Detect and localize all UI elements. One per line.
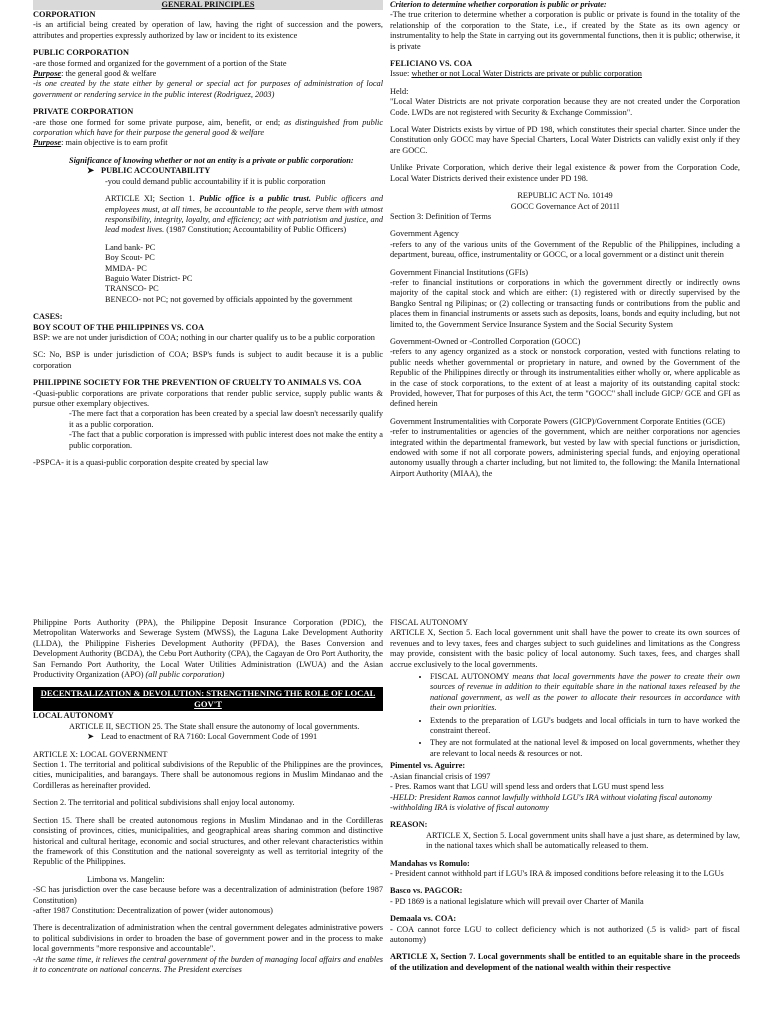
public-accountability-label: PUBLIC ACCOUNTABILITY (101, 166, 211, 176)
feliciano-case-heading: FELICIANO VS. COA (390, 59, 473, 69)
reason-heading: REASON: (390, 820, 428, 830)
article-cite: (1987 Constitution; Accountability of Public Officers) (164, 225, 347, 235)
issue-line (390, 69, 740, 79)
criterion-heading: Criterion to determine whether corporation is public or private: (390, 0, 607, 9)
page-2 (0, 618, 768, 1024)
page-2-left-column (33, 618, 383, 1024)
pimentel-point-2: - Pres. Ramos want that LGU will spend less and orders that LGU must spend less (390, 782, 664, 792)
reason-text: ARTICLE X, Section 5. Local government units shall have a just share, as determined by law, in the national taxes which shall be automatically released to them. (426, 830, 740, 851)
pimentel-case-heading: Pimentel vs. Aguirre: (390, 761, 466, 771)
list-item: TRANSCO- PC (105, 284, 159, 294)
purpose-text: : the general good & welfare (61, 69, 157, 79)
ra-7160-text: Lead to enactment of RA 7160: Local Government Code of 1991 (101, 732, 318, 742)
corporation-heading: CORPORATION (33, 10, 96, 19)
limbona-point-1: -SC has jurisdiction over the case because before was a decentralization of administration (before 1987 Constitution) (33, 885, 383, 905)
pc-list (33, 243, 383, 305)
gfi-heading: Government Financial Institutions (GFIs) (390, 267, 529, 277)
section-2-text: Section 2. The territorial and political subdivisions shall enjoy local autonomy. (33, 798, 295, 808)
pspca-case-heading: PHILIPPINE SOCIETY FOR THE PREVENTION OF CRUELTY TO ANIMALS VS. COA (33, 378, 362, 388)
private-def-text: -are those one formed for some private purpose, aim, benefit, or end; (33, 117, 281, 127)
article-x-section-7: ARTICLE X, Section 7. Local governments shall be entitled to an equitable share in the proceeds of the utilization and development of the national wealth within their respective (390, 952, 740, 972)
significance-heading: Significance of knowing whether or not an entity is a private or public corporation: (69, 155, 354, 165)
list-item (430, 672, 740, 714)
gicp-continuation (33, 618, 383, 680)
arrow-bullet-icon: ➤ (87, 732, 94, 742)
gicp-heading: Government Instrumentalities with Corporate Powers (GICP)/Government Corporate Entities (GCE) (390, 416, 726, 426)
continuation-text: Philippine Ports Authority (PPA), the Philippine Deposit Insurance Corporation (PDIC), the Metropolitan Waterworks and Sewerage System (MWSS), the Laguna Lake Development Authority (LLDA), the Philippine Fisheries Development Authority (PFDA), the Bases Conversion and Development Authority (BCDA), the Cebu Port Authority (CPA), the Cagayan de Oro Port Authority, the San Fernando Port Authority, the Local Water Utilities Administration (LWUA) and the Asian Productivity Organization (APO) (33, 618, 383, 680)
unlike-text: Unlike Private Corporation, which derive their legal existence & power from the Corporation Code, Local Water Districts derived their existence under PD 198. (390, 163, 740, 183)
pspca-sub-2: -The fact that a public corporation is impressed with public interest does not make the entity a public corporation. (69, 430, 383, 450)
article-x-section-5: ARTICLE X, Section 5. Each local government unit shall have the power to create its own sources of revenues and to levy taxes, fees and charges subject to such guidelines and limitations as the Congress may provide, consistent with the basic policy of local autonomy. Such taxes, fees, and charges shall accrue exclusively to the local governments. (390, 628, 740, 669)
bullet-italic: means that local governments have the power to create their own sources of revenue in addition to their equitable share in the national taxes released by the national government, as well as the power to allocate their resources in accordance with their own priorities. (430, 672, 740, 713)
purpose-label: Purpose (33, 69, 62, 79)
fiscal-autonomy-heading: FISCAL AUTONOMY (390, 618, 469, 627)
article-bold-italic: Public office is a public trust. (194, 194, 311, 204)
article-italic: Public officers and employees must, at all times, be accountable to the people, serve them with utmost responsibility, integrity, loyalty, and efficiency; act with patriotism and justice, and lead modest lives. (105, 194, 383, 235)
section-1-text: Section 1. The territorial and political subdivisions of the Republic of the Philippines are the provinces, cities, municipalities, and barangays. There shall be autonomous regions in Muslim Mindanao and the Cordilleras as hereinafter provided. (33, 760, 383, 790)
mandahas-case-heading: Mandahas vs Romulo: (390, 858, 470, 868)
limbona-point-2: -after 1987 Constitution: Decentralization of power (wider autonomous) (33, 905, 273, 915)
public-corporation-heading: PUBLIC CORPORATION (33, 48, 129, 58)
demaala-case-heading: Demaala vs. COA: (390, 914, 457, 924)
section-3-heading: Section 3: Definition of Terms (390, 211, 492, 221)
public-corporation-definition: -are those formed and organized for the government of a portion of the State (33, 58, 287, 68)
basco-text: - PD 1869 is a national legislature which will prevail over Charter of Manila (390, 896, 644, 906)
government-agency-text: -refers to any of the various units of the Government of the Republic of the Philippines, including a department, bureau, office, instrumentality or GOCC, or a local government or a distinct unit therein (390, 239, 740, 260)
article-xi-section-1 (33, 194, 383, 236)
bsp-case-heading: BOY SCOUT OF THE PHILIPPINES VS. COA (33, 322, 205, 332)
page-1-left-column (33, 0, 383, 596)
page-2-right-column (390, 618, 740, 1024)
arrow-bullet-icon: ➤ (87, 166, 94, 176)
cases-heading: CASES: (33, 312, 63, 322)
list-item: MMDA- PC (105, 263, 147, 273)
corporation-definition: -is an artificial being created by operation of law, having the right of succession and the powers, attributes and properties expressly authorized by law or incident to its existence (33, 20, 383, 40)
pimentel-point-4: -withholding IRA is violative of fiscal autonomy (390, 802, 549, 812)
criterion-text: -The true criterion to determine whether a corporation is public or private is found in the totality of the relationship of the corporation to the State, i.e., if created by the State as its own agency or instrumentality to help the State in carrying out its governmental functions, then it is public; otherwise, it is private (390, 10, 740, 51)
pimentel-point-3: -HELD: President Ramos cannot lawfully withhold LGU's IRA without violating fiscal autonomy (390, 792, 712, 802)
list-item: Land bank- PC (105, 242, 156, 252)
list-item: • Extends to the preparation of LGU's budgets and local officials in turn to have worked the constraint thereof. (430, 716, 740, 737)
purpose-label: Purpose (33, 138, 62, 148)
section-title-general-principles: GENERAL PRINCIPLES (33, 0, 383, 10)
article-x-heading: ARTICLE X: LOCAL GOVERNMENT (33, 749, 168, 759)
list-item: Baguio Water District- PC (105, 273, 193, 283)
ra-7160-item (33, 732, 383, 742)
government-agency-heading: Government Agency (390, 229, 459, 239)
section-15-text: Section 15. There shall be created autonomous regions in Muslim Mindanao and in the Cordilleras consisting of provinces, cities, municipalities, and geographical areas sharing common and distinctive historical and cultural heritage, economic and social structures, and other relevant characteristics within the framework of this Constitution and the national sovereignty as well as territorial integrity of the Republic of the Philippines. (33, 815, 383, 867)
basco-case-heading: Basco vs. PAGCOR: (390, 886, 463, 896)
continuation-italic: (all public corporation) (143, 670, 225, 680)
ra-title: REPUBLIC ACT No. 10149 (517, 191, 613, 201)
lwd-text: Local Water Districts exists by virtue of PD 198, which constitutes their special charter. Since under the Constitution only GOCC may have Special Charters, Local Water Districts can validly exist only if they are GOCC. (390, 125, 740, 155)
bullet-label: FISCAL AUTONOMY (430, 672, 510, 682)
sc-ruling: SC: No, BSP is under jurisdiction of COA; BSP's funds is subject to audit because it is a public corporation (33, 350, 383, 370)
decentralization-italic: -At the same time, it relieves the central government of the burden of managing local affairs and enables it to concentrate on national concerns. The President exercises (33, 954, 383, 974)
mandahas-text: - President cannot withhold part if LGU's IRA & imposed conditions before releasing it to the LGUs (390, 868, 724, 878)
pspca-conclusion: -PSPCA- it is a quasi-public corporation despite created by special law (33, 458, 269, 468)
gocc-text: -refers to any agency organized as a stock or nonstock corporation, vested with functions relating to public needs whether governmental or proprietary in nature, and owned by the Government of the Republic of the Philippines directly or through its instrumentalities either wholly or, where applicable as in the case of stock corporations, to the extent of at least a majority of its outstanding capital stock: Provided, however, That for purposes of this Act, the term "GOCC" shall include GICP/ GCE and GFI as defined herein (390, 347, 740, 409)
held-label: Held: (390, 86, 409, 96)
private-corporation-purpose (33, 138, 383, 148)
public-corporation-purpose (33, 69, 383, 79)
public-corporation-note: -is one created by the state either by general or special act for purposes of administration of local government or rendering service in the public interest (Rodriguez, 2003) (33, 79, 383, 99)
demaala-text: - COA cannot force LGU to collect deficiency which is not authorized (.5 is valid> part of fiscal autonomy) (390, 924, 740, 944)
gicp-text: -refer to instrumentalities or agencies of the government, which are neither corporations nor agencies integrated within the departmental framework, but vested by law with special functions or jurisdiction, endowed with some if not all corporate powers, administering special funds, and enjoying operational autonomy usually through a charter including, but not limited to, the following: the Manila International Airport Authority (MIAA), the (390, 427, 740, 478)
private-corporation-heading: PRIVATE CORPORATION (33, 107, 134, 117)
private-corporation-definition (33, 118, 383, 139)
issue-label: Issue: (390, 69, 412, 79)
limbona-heading: Limbona vs. Mangelin: (87, 874, 165, 884)
list-item: BENECO- not PC; not governed by officials appointed by the government (105, 294, 353, 304)
ra-subtitle: GOCC Governance Act of 2011l (510, 201, 620, 211)
pimentel-point-1: -Asian financial crisis of 1997 (390, 771, 491, 781)
list-item: Boy Scout- PC (105, 253, 155, 263)
page-1-right-column (390, 0, 740, 596)
gocc-heading: Government-Owned or -Controlled Corporation (GOCC) (390, 336, 581, 346)
gfi-text: -refer to financial institutions or corporations in which the government directly or indirectly owns majority of the capital stock and which are either: (1) registered with or directly supervised by the Bangko Sentral ng Pilipinas; or (2) collecting or transacting funds or contributions from the public and places them in financial instruments or assets such as deposits, loans, bonds and equity including, but not limited to, the Government Service Insurance System and the Social Security System (390, 277, 740, 329)
bsp-argument: BSP: we are not under jurisdiction of COA; nothing in our charter qualify us to be a public corporation (33, 332, 375, 342)
public-accountability-item (33, 166, 383, 176)
article-ii-section-25: ARTICLE II, SECTION 25. The State shall ensure the autonomy of local governments. (69, 721, 360, 731)
fiscal-autonomy-bullets (390, 672, 740, 759)
issue-text: whether or not Local Water Districts are private or public corporation (411, 69, 642, 79)
decentralization-text: There is decentralization of administration when the central government delegates administrative powers to political subdivisions in order to broaden the base of government power and in the process to make local governments "more responsive and accountable". (33, 923, 383, 954)
decentralization-banner: DECENTRALIZATION & DEVOLUTION: STRENGTHENING THE ROLE OF LOCAL GOV'T (33, 687, 383, 711)
local-autonomy-heading: LOCAL AUTONOMY (33, 711, 114, 721)
private-def-italic: as distinguished from public corporation which have for their purpose the general good & welfare (33, 117, 383, 138)
purpose-text: : main objective is to earn profit (61, 138, 168, 148)
pspca-text: -Quasi-public corporations are private corporations that render public service, supply public wants & pursue other exemplary objectives. (33, 388, 383, 408)
article-label: ARTICLE XI; Section 1. (105, 194, 195, 204)
pspca-sub-1: -The mere fact that a corporation has been created by a special law doesn't necessarily qualify it as a public corporation. (69, 409, 383, 429)
public-accountability-sub: -you could demand public accountability if it is public corporation (105, 176, 326, 186)
held-text: "Local Water Districts are not private corporation because they are not created under the Corporation Code. LWDs are not registered with Security & Exchange Commission". (390, 97, 740, 117)
list-item: • They are not formulated at the national level & imposed on local governments, whether they are relevant to local needs & resources or not. (430, 738, 740, 759)
